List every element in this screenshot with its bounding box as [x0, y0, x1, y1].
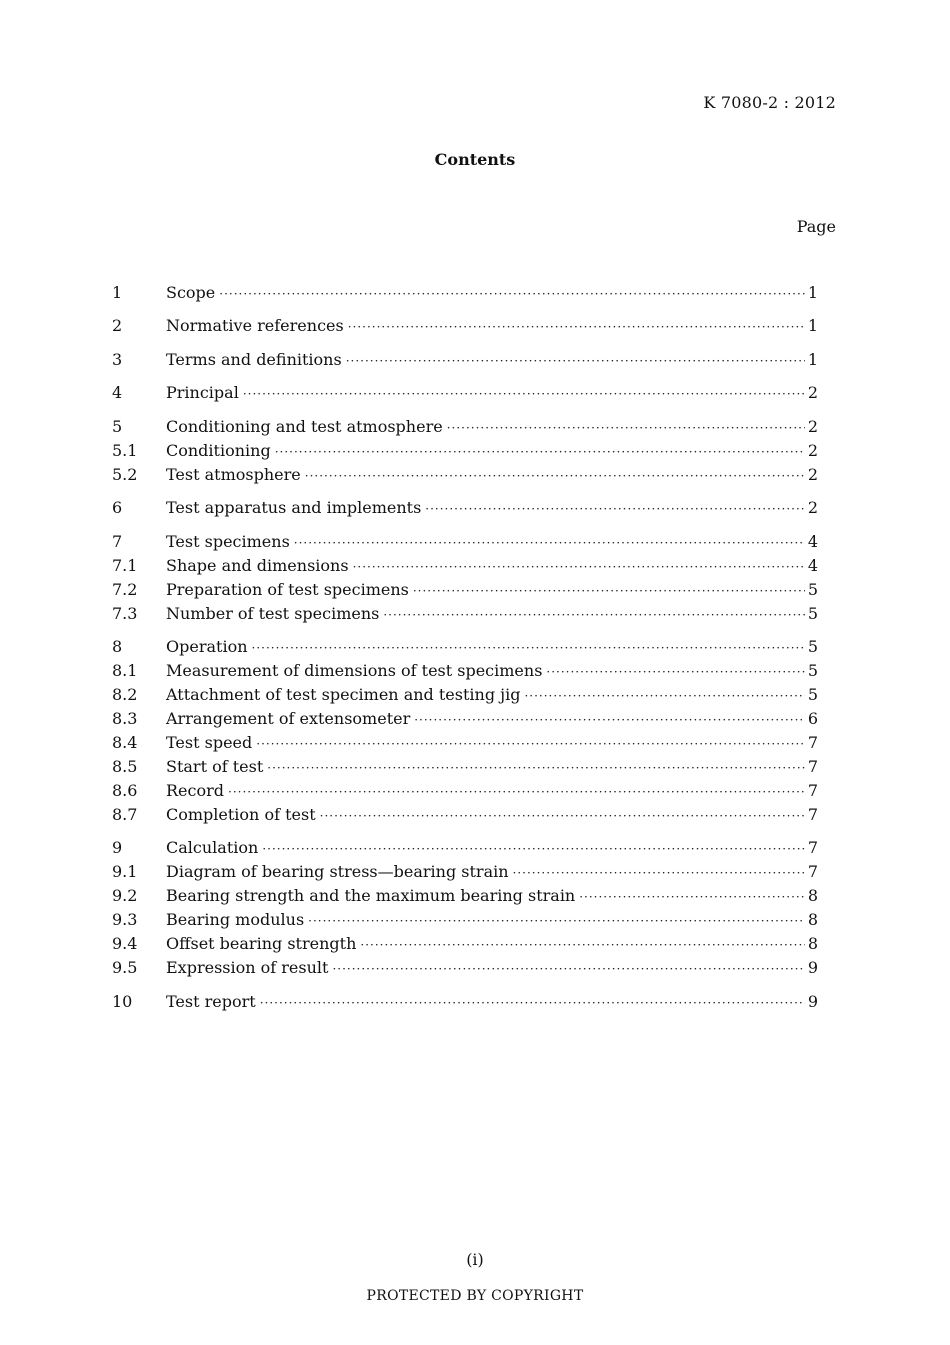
toc-entry-title: Start of test — [166, 757, 264, 776]
toc-entry-page: 4 — [807, 532, 818, 551]
toc-entry-page: 9 — [807, 992, 818, 1011]
toc-entry[interactable] — [112, 990, 818, 1014]
toc-entry-page: 7 — [807, 757, 818, 776]
toc-entry-title: Number of test specimens — [166, 604, 380, 623]
toc-entry[interactable] — [112, 530, 818, 554]
toc-entry[interactable] — [112, 860, 818, 884]
toc-entry-page: 9 — [807, 958, 818, 977]
toc-entry-title: Record — [166, 781, 224, 800]
toc-entry-number: 7.2 — [112, 580, 138, 599]
toc-entry[interactable] — [112, 314, 818, 338]
toc-entry-page: 7 — [807, 805, 818, 824]
toc-entry[interactable] — [112, 683, 818, 707]
toc-entry-page: 7 — [807, 733, 818, 752]
toc-entry-page: 8 — [807, 886, 818, 905]
toc-entry-number: 10 — [112, 992, 133, 1011]
document-id: K 7080-2 : 2012 — [703, 93, 836, 112]
toc-entry-title: Calculation — [166, 838, 259, 857]
toc-entry-title: Test report — [166, 992, 256, 1011]
toc-entry[interactable] — [112, 554, 818, 578]
toc-entry-number: 9.1 — [112, 862, 138, 881]
toc-leader-dots — [275, 439, 805, 463]
toc-entry-title: Test apparatus and implements — [166, 498, 422, 517]
toc-entry-page: 5 — [807, 580, 818, 599]
copyright-notice: PROTECTED BY COPYRIGHT — [366, 1288, 584, 1304]
toc-entry-number: 8.4 — [112, 733, 138, 752]
toc-leader-dots — [383, 602, 804, 626]
toc-entry[interactable] — [112, 731, 818, 755]
toc-entry-page: 7 — [807, 862, 818, 881]
toc-entry[interactable] — [112, 755, 818, 779]
toc-leader-dots — [546, 659, 804, 683]
toc-entry[interactable] — [112, 578, 818, 602]
toc-entry-page: 1 — [807, 350, 818, 369]
toc-entry[interactable] — [112, 463, 818, 487]
toc-entry-page: 2 — [807, 417, 818, 436]
toc-entry-number: 8.5 — [112, 757, 138, 776]
toc-entry-number: 8.7 — [112, 805, 138, 824]
page-title: Contents — [434, 150, 516, 169]
toc-entry-number: 9.3 — [112, 910, 138, 929]
toc-entry-title: Bearing modulus — [166, 910, 305, 929]
toc-entry-page: 6 — [807, 709, 818, 728]
toc-entry-title: Attachment of test specimen and testing jig — [166, 685, 521, 704]
toc-entry-page: 2 — [807, 441, 818, 460]
toc-entry[interactable] — [112, 932, 818, 956]
toc-entry-page: 1 — [807, 316, 818, 335]
toc-entry-number: 9.2 — [112, 886, 138, 905]
toc-leader-dots — [524, 683, 804, 707]
toc-leader-dots — [243, 381, 805, 405]
toc-entry[interactable] — [112, 884, 818, 908]
toc-leader-dots — [353, 554, 805, 578]
toc-entry-title: Measurement of dimensions of test specimens — [166, 661, 543, 680]
toc-entry-title: Preparation of test specimens — [166, 580, 409, 599]
toc-entry-title: Test atmosphere — [166, 465, 301, 484]
toc-entry-page: 5 — [807, 637, 818, 656]
toc-entry-page: 5 — [807, 661, 818, 680]
toc-entry-title: Arrangement of extensometer — [166, 709, 411, 728]
toc-entry-number: 7 — [112, 532, 123, 551]
toc-entry-number: 6 — [112, 498, 123, 517]
toc-leader-dots — [414, 707, 805, 731]
toc-entry-number: 9.4 — [112, 934, 138, 953]
toc-entry-number: 4 — [112, 383, 123, 402]
toc-leader-dots — [294, 530, 805, 554]
toc-entry-title: Diagram of bearing stress—bearing strain — [166, 862, 509, 881]
toc-entry-number: 8.2 — [112, 685, 138, 704]
toc-entry[interactable] — [112, 779, 818, 803]
toc-entry-page: 5 — [807, 685, 818, 704]
toc-entry[interactable] — [112, 908, 818, 932]
toc-leader-dots — [413, 578, 805, 602]
toc-leader-dots — [267, 755, 805, 779]
toc-entry-number: 8 — [112, 637, 123, 656]
toc-entry-number: 8.3 — [112, 709, 138, 728]
toc-entry-title: Offset bearing strength — [166, 934, 357, 953]
toc-entry[interactable] — [112, 707, 818, 731]
toc-entry[interactable] — [112, 956, 818, 980]
toc-leader-dots — [228, 779, 805, 803]
toc-entry-number: 5 — [112, 417, 123, 436]
toc-leader-dots — [447, 415, 805, 439]
toc-entry-title: Expression of result — [166, 958, 329, 977]
toc-leader-dots — [219, 281, 805, 305]
toc-entry-number: 8.1 — [112, 661, 138, 680]
toc-entry-page: 5 — [807, 604, 818, 623]
toc-entry-title: Conditioning — [166, 441, 271, 460]
toc-leader-dots — [308, 908, 805, 932]
toc-entry[interactable] — [112, 602, 818, 626]
toc-leader-dots — [425, 496, 805, 520]
toc-leader-dots — [360, 932, 804, 956]
toc-entry-title: Bearing strength and the maximum bearing strain — [166, 886, 576, 905]
toc-entry[interactable] — [112, 381, 818, 405]
toc-entry-page: 2 — [807, 383, 818, 402]
toc-entry-number: 7.1 — [112, 556, 138, 575]
toc-entry-title: Test specimens — [166, 532, 290, 551]
toc-entry-title: Operation — [166, 637, 248, 656]
toc-entry[interactable] — [112, 635, 818, 659]
toc-entry-page: 2 — [807, 498, 818, 517]
toc-entry-title: Terms and definitions — [166, 350, 342, 369]
toc-entry-number: 9 — [112, 838, 123, 857]
toc-entry-title: Completion of test — [166, 805, 316, 824]
toc-leader-dots — [346, 348, 805, 372]
toc-entry-title: Scope — [166, 283, 216, 302]
toc-entry-page: 1 — [807, 283, 818, 302]
toc-entry[interactable] — [112, 836, 818, 860]
toc-entry-number: 1 — [112, 283, 123, 302]
toc-entry-number: 7.3 — [112, 604, 138, 623]
toc-leader-dots — [256, 731, 805, 755]
toc-leader-dots — [320, 803, 805, 827]
toc-entry[interactable] — [112, 496, 818, 520]
toc-entry-number: 5.1 — [112, 441, 138, 460]
toc-leader-dots — [332, 956, 804, 980]
toc-leader-dots — [305, 463, 805, 487]
footer-page-number: (i) — [466, 1250, 484, 1269]
toc-leader-dots — [262, 836, 805, 860]
toc-leader-dots — [260, 990, 805, 1014]
toc-entry-page: 4 — [807, 556, 818, 575]
toc-entry-title: Shape and dimensions — [166, 556, 349, 575]
toc-leader-dots — [252, 635, 805, 659]
toc-entry-title: Conditioning and test atmosphere — [166, 417, 443, 436]
toc-leader-dots — [348, 314, 805, 338]
toc-leader-dots — [579, 884, 805, 908]
toc-entry[interactable] — [112, 348, 818, 372]
toc-entry[interactable] — [112, 659, 818, 683]
toc-entry-title: Principal — [166, 383, 239, 402]
toc-entry[interactable] — [112, 281, 818, 305]
toc-leader-dots — [513, 860, 805, 884]
toc-entry-title: Test speed — [166, 733, 253, 752]
toc-entry-number: 3 — [112, 350, 123, 369]
toc-entry-page: 7 — [807, 781, 818, 800]
toc-entry[interactable] — [112, 439, 818, 463]
page-column-label: Page — [796, 217, 836, 236]
toc-entry-number: 8.6 — [112, 781, 138, 800]
toc-entry-page: 8 — [807, 934, 818, 953]
toc-entry-title: Normative references — [166, 316, 344, 335]
toc-entry-number: 2 — [112, 316, 123, 335]
toc-entry-page: 2 — [807, 465, 818, 484]
toc-entry[interactable] — [112, 415, 818, 439]
toc-entry-number: 5.2 — [112, 465, 138, 484]
toc-entry[interactable] — [112, 803, 818, 827]
toc-entry-page: 7 — [807, 838, 818, 857]
toc-entry-number: 9.5 — [112, 958, 138, 977]
toc-entry-page: 8 — [807, 910, 818, 929]
